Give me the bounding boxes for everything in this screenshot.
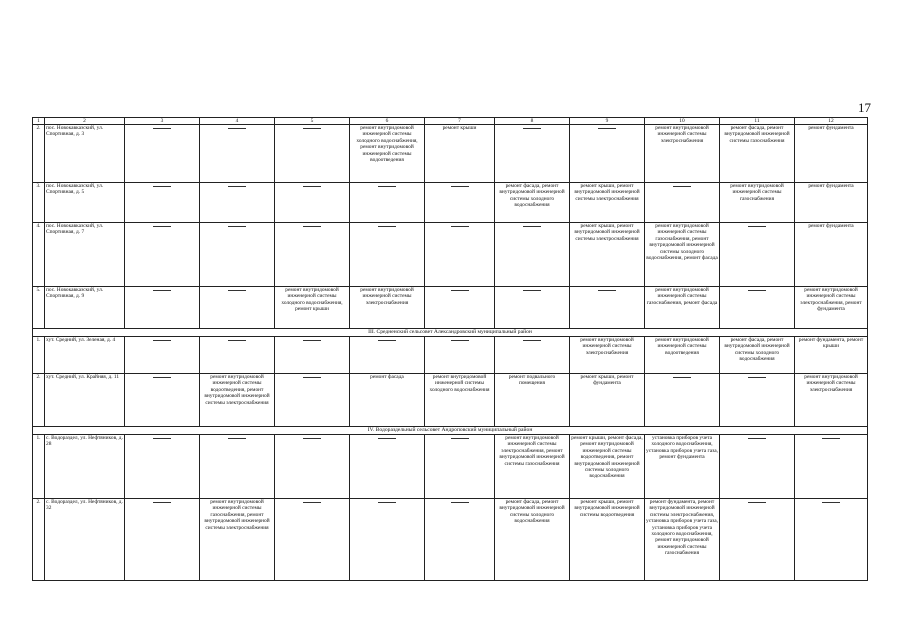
empty-cell <box>275 223 350 287</box>
table-row <box>33 435 868 499</box>
address-cell: хут. Средний, ул. Крайняя, д. 11 <box>45 374 125 427</box>
dash-line <box>378 340 396 341</box>
repair-schedule-table <box>32 117 868 581</box>
empty-cell <box>125 125 200 183</box>
work-cell: ремонт внутридомовой инженерной системы электроснабжения <box>645 125 720 183</box>
empty-cell <box>200 183 275 223</box>
dash-line <box>451 186 469 187</box>
dash-line <box>303 377 321 378</box>
dash-line <box>303 186 321 187</box>
empty-cell <box>795 435 868 499</box>
work-cell: ремонт внутридомовой инженерной системы электроснабжения, ремонт внутридомовой инженерной системы газоснабжения <box>495 435 570 499</box>
empty-cell <box>275 435 350 499</box>
work-cell: ремонт фундамента <box>795 223 868 287</box>
dash-line <box>748 226 766 227</box>
dash-line <box>153 502 171 503</box>
dash-line <box>673 186 691 187</box>
empty-cell <box>495 337 570 374</box>
empty-cell <box>200 287 275 329</box>
empty-cell <box>200 337 275 374</box>
dash-line <box>228 340 246 341</box>
empty-cell <box>570 287 645 329</box>
column-number: 2 <box>45 118 125 125</box>
empty-cell <box>720 435 795 499</box>
column-number: 5 <box>275 118 350 125</box>
work-cell: ремонт фасада <box>350 374 425 427</box>
empty-cell <box>350 183 425 223</box>
empty-cell <box>125 499 200 581</box>
work-cell: ремонт фасада, ремонт внутридомовой инженерной системы холодного водоснабжения <box>495 499 570 581</box>
empty-cell <box>275 125 350 183</box>
row-number: 2. <box>33 499 45 581</box>
empty-cell <box>425 183 495 223</box>
column-number-row <box>33 118 868 125</box>
work-cell: ремонт крыши <box>425 125 495 183</box>
empty-cell <box>425 223 495 287</box>
empty-cell <box>720 499 795 581</box>
dash-line <box>303 226 321 227</box>
empty-cell <box>570 125 645 183</box>
work-cell: ремонт фундамента, ремонт внутридомовой инженерной системы электроснабжения, установка приборов учета газа, установка приборов учета холодного водоснабжения, ремонт внутридомовой инженерной системы газоснабжения <box>645 499 720 581</box>
empty-cell <box>495 287 570 329</box>
work-cell: ремонт крыши, ремонт внутридомовой инженерной системы электроснабжения <box>570 223 645 287</box>
row-number: 5. <box>33 287 45 329</box>
work-cell: ремонт внутридомовой инженерной системы холодного водоснабжения <box>425 374 495 427</box>
dash-line <box>228 186 246 187</box>
dash-line <box>378 226 396 227</box>
dash-line <box>303 128 321 129</box>
work-cell: ремонт внутридомовой инженерной системы электроснабжения <box>350 287 425 329</box>
dash-line <box>451 502 469 503</box>
empty-cell <box>275 374 350 427</box>
dash-line <box>378 438 396 439</box>
dash-line <box>598 290 616 291</box>
work-cell: установка приборов учета холодного водоснабжения, установка приборов учета газа, ремонт фундамента <box>645 435 720 499</box>
work-cell: ремонт внутридомовой инженерной системы газоснабжения <box>720 183 795 223</box>
empty-cell <box>350 337 425 374</box>
dash-line <box>822 438 840 439</box>
work-cell: ремонт внутридомовой инженерной системы холодного водоснабжения, ремонт внутридомовой инженерной системы водоотведения <box>350 125 425 183</box>
work-cell: ремонт внутридомовой инженерной системы водоотведения <box>645 337 720 374</box>
address-cell: хут. Средний, ул. Зеленая, д. 4 <box>45 337 125 374</box>
row-number: 2. <box>33 374 45 427</box>
dash-line <box>598 128 616 129</box>
dash-line <box>673 377 691 378</box>
work-cell: ремонт подвального помещения <box>495 374 570 427</box>
row-number: 1. <box>33 337 45 374</box>
address-cell: пос. Новокавказский, ул. Спортивная, д. 9 <box>45 287 125 329</box>
row-number: 1. <box>33 435 45 499</box>
repair-schedule-table-container <box>32 117 867 581</box>
table-row <box>33 337 868 374</box>
dash-line <box>228 128 246 129</box>
work-cell: ремонт фундамента, ремонт крыши <box>795 337 868 374</box>
empty-cell <box>200 223 275 287</box>
work-cell: ремонт фундамента <box>795 125 868 183</box>
column-number: 7 <box>425 118 495 125</box>
address-cell: пос. Новокавказский, ул. Спортивная, д. 7 <box>45 223 125 287</box>
work-cell: ремонт внутридомовой инженерной системы электроснабжения <box>795 374 868 427</box>
dash-line <box>451 438 469 439</box>
empty-cell <box>495 125 570 183</box>
empty-cell <box>425 337 495 374</box>
empty-cell <box>200 435 275 499</box>
empty-cell <box>125 374 200 427</box>
column-number: 4 <box>200 118 275 125</box>
work-cell: ремонт внутридомовой инженерной системы холодного водоснабжения, ремонт крыши <box>275 287 350 329</box>
table-row <box>33 287 868 329</box>
dash-line <box>523 290 541 291</box>
dash-line <box>523 128 541 129</box>
row-number: 4. <box>33 223 45 287</box>
empty-cell <box>275 183 350 223</box>
column-number: 8 <box>495 118 570 125</box>
address-cell: с. Водораздел, ул. Нефтяников, д. 28 <box>45 435 125 499</box>
section-title: III. Средненский сельсовет Александровский муниципальный район <box>33 329 868 337</box>
table-body <box>33 118 868 581</box>
work-cell: ремонт внутридомовой инженерной системы газоснабжения, ремонт внутридомовой инженерной системы холодного водоснабжения, ремонт фасада <box>645 223 720 287</box>
column-number: 6 <box>350 118 425 125</box>
work-cell: ремонт внутридомовой инженерной системы электроснабжения <box>570 337 645 374</box>
empty-cell <box>795 499 868 581</box>
empty-cell <box>720 287 795 329</box>
column-number: 3 <box>125 118 200 125</box>
table-row <box>33 125 868 183</box>
work-cell: ремонт крыши, ремонт внутридомовой инженерной системы электроснабжения <box>570 183 645 223</box>
empty-cell <box>125 223 200 287</box>
empty-cell <box>425 435 495 499</box>
dash-line <box>153 186 171 187</box>
empty-cell <box>720 223 795 287</box>
dash-line <box>228 438 246 439</box>
table-row <box>33 499 868 581</box>
empty-cell <box>425 287 495 329</box>
empty-cell <box>125 183 200 223</box>
column-number: 12 <box>795 118 868 125</box>
dash-line <box>153 290 171 291</box>
work-cell: ремонт фасада, ремонт внутридомовой инженерной системы холодного водоснабжения <box>720 337 795 374</box>
column-number: 1 <box>33 118 45 125</box>
empty-cell <box>125 337 200 374</box>
empty-cell <box>275 337 350 374</box>
empty-cell <box>495 223 570 287</box>
empty-cell <box>275 499 350 581</box>
work-cell: ремонт внутридомовой инженерной системы водоотведения, ремонт внутридомовой инженерной системы электроснабжения <box>200 374 275 427</box>
dash-line <box>378 186 396 187</box>
dash-line <box>303 438 321 439</box>
dash-line <box>451 340 469 341</box>
dash-line <box>822 502 840 503</box>
dash-line <box>748 377 766 378</box>
dash-line <box>523 340 541 341</box>
dash-line <box>523 226 541 227</box>
work-cell: ремонт фасада, ремонт внутридомовой инженерной системы холодного водоснабжения <box>495 183 570 223</box>
empty-cell <box>350 223 425 287</box>
empty-cell <box>425 499 495 581</box>
dash-line <box>153 377 171 378</box>
row-number: 2. <box>33 125 45 183</box>
work-cell: ремонт фасада, ремонт внутридомовой инженерной системы газоснабжения <box>720 125 795 183</box>
dash-line <box>228 226 246 227</box>
empty-cell <box>125 435 200 499</box>
work-cell: ремонт внутридомовой инженерной системы электроснабжения, ремонт фундамента <box>795 287 868 329</box>
empty-cell <box>350 499 425 581</box>
empty-cell <box>645 374 720 427</box>
dash-line <box>451 290 469 291</box>
work-cell: ремонт внутридомовой инженерной системы газоснабжения, ремонт внутридомовой инженерной системы электроснабжения <box>200 499 275 581</box>
empty-cell <box>720 374 795 427</box>
dash-line <box>748 290 766 291</box>
empty-cell <box>645 183 720 223</box>
table-row <box>33 183 868 223</box>
table-row <box>33 223 868 287</box>
empty-cell <box>350 435 425 499</box>
dash-line <box>153 128 171 129</box>
empty-cell <box>125 287 200 329</box>
address-cell: пос. Новокавказский, ул. Спортивная, д. 3 <box>45 125 125 183</box>
section-title: IV. Водораздельный сельсовет Андроповский муниципальный район <box>33 427 868 435</box>
column-number: 9 <box>570 118 645 125</box>
dash-line <box>303 502 321 503</box>
empty-cell <box>200 125 275 183</box>
column-number: 11 <box>720 118 795 125</box>
dash-line <box>451 226 469 227</box>
row-number: 3. <box>33 183 45 223</box>
work-cell: ремонт внутридомовой инженерной системы газоснабжения, ремонт фасада <box>645 287 720 329</box>
dash-line <box>153 226 171 227</box>
dash-line <box>303 340 321 341</box>
dash-line <box>748 438 766 439</box>
work-cell: ремонт крыши, ремонт внутридомовой инженерной системы водоотведения <box>570 499 645 581</box>
work-cell: ремонт крыши, ремонт фасада, ремонт внутридомовой инженерной системы водоотведения, ремонт внутридомовой инженерной системы холодного водоснабжения <box>570 435 645 499</box>
address-cell: пос. Новокавказский, ул. Спортивная, д. 5 <box>45 183 125 223</box>
section-header-row <box>33 329 868 337</box>
dash-line <box>228 290 246 291</box>
dash-line <box>378 502 396 503</box>
section-header-row <box>33 427 868 435</box>
table-row <box>33 374 868 427</box>
dash-line <box>153 438 171 439</box>
dash-line <box>748 502 766 503</box>
dash-line <box>153 340 171 341</box>
column-number: 10 <box>645 118 720 125</box>
page-number: 17 <box>858 100 871 115</box>
address-cell: с. Водораздел, ул. Нефтяников, д. 32 <box>45 499 125 581</box>
work-cell: ремонт крыши, ремонт фундамента <box>570 374 645 427</box>
work-cell: ремонт фундамента <box>795 183 868 223</box>
